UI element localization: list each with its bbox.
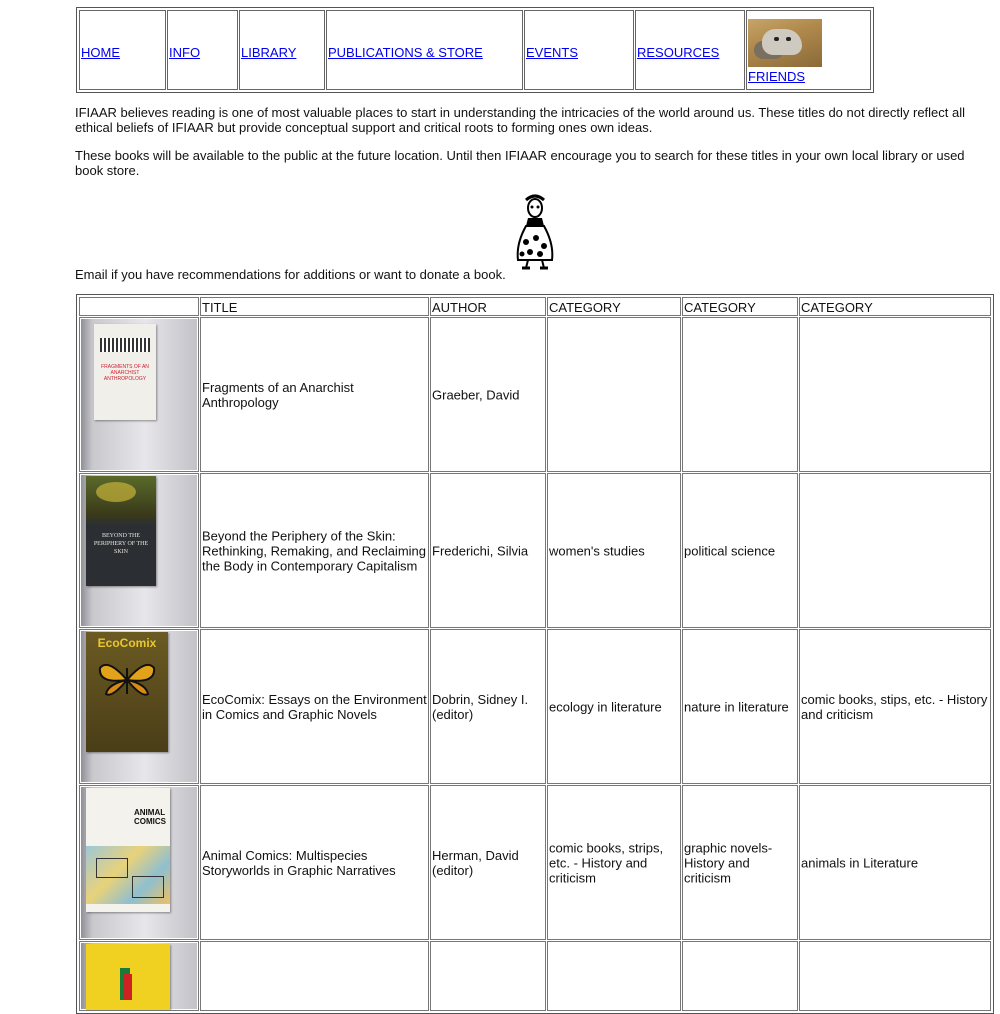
book-cover-image[interactable]: EcoComix	[86, 632, 168, 752]
top-nav	[76, 7, 874, 93]
header-cell-title	[200, 297, 429, 316]
nav-cell-resources	[635, 10, 745, 90]
book-category: political science	[684, 543, 776, 558]
book-category: graphic novels- History and criticism	[684, 840, 773, 885]
header-cell-category-2	[682, 297, 798, 316]
book-cover-image[interactable]: ANIMAL COMICS	[86, 788, 170, 912]
nav-link-events[interactable]: EVENTS	[526, 45, 579, 60]
title-cell	[200, 317, 429, 472]
book-author: Frederichi, Silvia	[432, 543, 529, 558]
title-cell	[200, 785, 429, 940]
category-cell	[799, 317, 991, 472]
category-cell	[547, 941, 681, 1011]
book-category: ecology in literature	[549, 699, 662, 714]
author-cell	[430, 629, 546, 784]
header-cell-category-1	[547, 297, 681, 316]
cover-cell	[79, 473, 199, 628]
book-author: Herman, David (editor)	[432, 847, 519, 878]
category-cell	[682, 941, 798, 1011]
cover-cell	[79, 941, 199, 1011]
nav-cell-home	[79, 10, 166, 90]
header-cell-author	[430, 297, 546, 316]
intro-paragraph-1: IFIAAR believes reading is one of most valuable places to start in understanding the intricacies of the world around us. These titles do not directly reflect all ethical beliefs of IFIAAR but provide conceptual support and critical roots to forming ones own ideas.	[75, 105, 966, 135]
girl-illustration	[512, 194, 558, 270]
book-author: Dobrin, Sidney I. (editor)	[432, 691, 529, 722]
nav-cell-publications	[326, 10, 523, 90]
cover-cell	[79, 317, 199, 472]
intro-paragraph-3: Email if you have recommendations for additions or want to donate a book.	[75, 267, 506, 282]
category-cell	[682, 785, 798, 940]
header-category: CATEGORY	[549, 300, 621, 315]
book-title: EcoComix: Essays on the Environment in Comics and Graphic Novels	[202, 691, 427, 722]
book-category: women's studies	[549, 543, 645, 558]
book-cover-image[interactable]: BEYOND THE PERIPHERY OF THE SKIN	[86, 476, 156, 586]
category-cell	[547, 473, 681, 628]
category-cell	[547, 629, 681, 784]
header-category: CATEGORY	[801, 300, 873, 315]
header-title: TITLE	[202, 300, 238, 315]
title-cell	[200, 629, 429, 784]
category-cell	[682, 473, 798, 628]
book-cover-image[interactable]: FRAGMENTS OF AN ANARCHIST ANTHROPOLOGY	[94, 324, 156, 420]
book-author: Graeber, David	[432, 387, 520, 402]
book-category: nature in literature	[684, 699, 789, 714]
nav-cell-friends	[746, 10, 871, 90]
category-cell	[799, 785, 991, 940]
category-cell	[799, 473, 991, 628]
title-cell	[200, 941, 429, 1011]
header-category: CATEGORY	[684, 300, 756, 315]
cover-cell	[79, 629, 199, 784]
nav-cell-events	[524, 10, 634, 90]
book-category: comic books, stips, etc. - History and criticism	[801, 691, 988, 722]
friends-cat-image[interactable]	[748, 19, 822, 67]
category-cell	[799, 941, 991, 1011]
book-title: Fragments of an Anarchist Anthropology	[202, 379, 354, 410]
category-cell	[682, 317, 798, 472]
book-category: animals in Literature	[801, 855, 919, 870]
category-cell	[682, 629, 798, 784]
book-category: comic books, strips, etc. - History and criticism	[549, 840, 664, 885]
nav-cell-library	[239, 10, 325, 90]
book-title: Beyond the Periphery of the Skin: Rethinking, Remaking, and Reclaiming the Body in Contemporary Capitalism	[202, 528, 427, 573]
nav-link-resources[interactable]: RESOURCES	[637, 45, 720, 60]
author-cell	[430, 785, 546, 940]
nav-link-info[interactable]: INFO	[169, 45, 201, 60]
nav-link-friends[interactable]: FRIENDS	[748, 69, 806, 84]
nav-cell-info	[167, 10, 238, 90]
title-cell	[200, 473, 429, 628]
header-author: AUTHOR	[432, 300, 487, 315]
nav-link-library[interactable]: LIBRARY	[241, 45, 297, 60]
cover-cell	[79, 785, 199, 940]
author-cell	[430, 317, 546, 472]
header-cell-category-3	[799, 297, 991, 316]
author-cell	[430, 941, 546, 1011]
header-cell-cover	[79, 297, 199, 316]
intro-paragraph-2: These books will be available to the public at the future location. Until then IFIAAR encourage you to search for these titles in your own local library or used book store.	[75, 148, 965, 178]
author-cell	[430, 473, 546, 628]
book-title: Animal Comics: Multispecies Storyworlds in Graphic Narratives	[202, 847, 396, 878]
category-cell	[799, 629, 991, 784]
nav-link-home[interactable]: HOME	[81, 45, 120, 60]
category-cell	[547, 785, 681, 940]
category-cell	[547, 317, 681, 472]
nav-link-publications-store[interactable]: PUBLICATIONS & STORE	[328, 45, 483, 60]
book-table	[76, 294, 994, 1014]
book-cover-image[interactable]	[86, 944, 170, 1011]
